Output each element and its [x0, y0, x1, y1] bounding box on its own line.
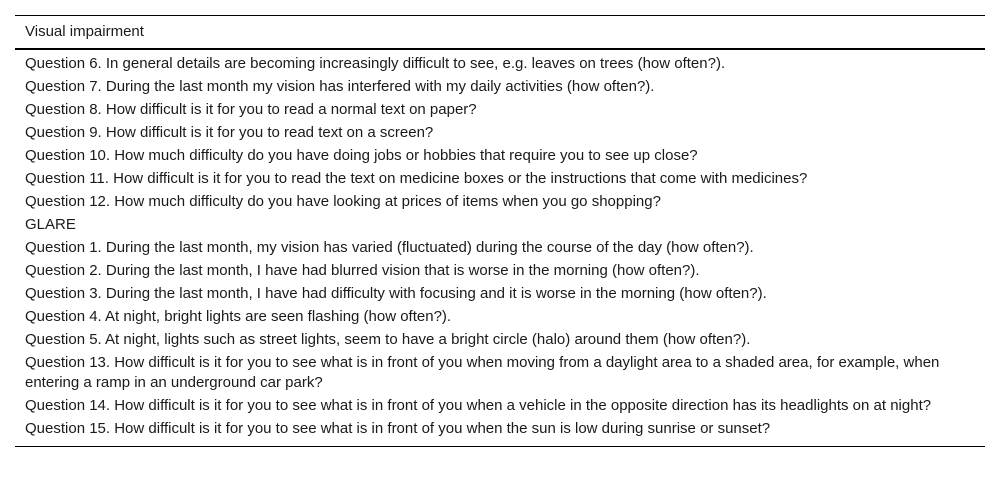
table-row: Question 1. During the last month, my vision has varied (fluctuated) during the course of the day (how often?). [25, 239, 754, 256]
table-row: Question 9. How difficult is it for you to read text on a screen? [25, 124, 434, 141]
table-row: Question 5. At night, lights such as street lights, seem to have a bright circle (halo) around them (how often?). [25, 331, 751, 348]
table-row: Question 8. How difficult is it for you to read a normal text on paper? [25, 101, 477, 118]
table-header: Visual impairment [15, 16, 985, 50]
table-row: Question 14. How difficult is it for you to see what is in front of you when a vehicle in the opposite direction has its headlights on at night? [25, 397, 932, 414]
table-row: Question 10. How much difficulty do you have doing jobs or hobbies that require you to see up close? [25, 147, 698, 164]
table-row: Question 13. How difficult is it for you to see what is in front of you when moving from a daylight area to a shaded area, for example, when entering a ramp in an underground car park? [25, 354, 940, 391]
questionnaire-table [15, 15, 985, 447]
table-row: Question 2. During the last month, I have had blurred vision that is worse in the morning (how often?). [25, 262, 700, 279]
table-row: Question 3. During the last month, I have had difficulty with focusing and it is worse in the morning (how often?). [25, 285, 767, 302]
table-row: Question 4. At night, bright lights are seen flashing (how often?). [25, 308, 452, 325]
table-row: Question 7. During the last month my vision has interfered with my daily activities (how often?). [25, 78, 655, 95]
table-body [15, 50, 985, 447]
table-row: Question 15. How difficult is it for you to see what is in front of you when the sun is low during sunrise or sunset? [25, 420, 771, 437]
table-row: Question 11. How difficult is it for you to read the text on medicine boxes or the instructions that come with medicines? [25, 170, 808, 187]
section-label-glare: GLARE [25, 216, 76, 233]
table-row: Question 12. How much difficulty do you have looking at prices of items when you go shopping? [25, 193, 661, 210]
table-row: Question 6. In general details are becoming increasingly difficult to see, e.g. leaves on trees (how often?). [25, 55, 726, 72]
